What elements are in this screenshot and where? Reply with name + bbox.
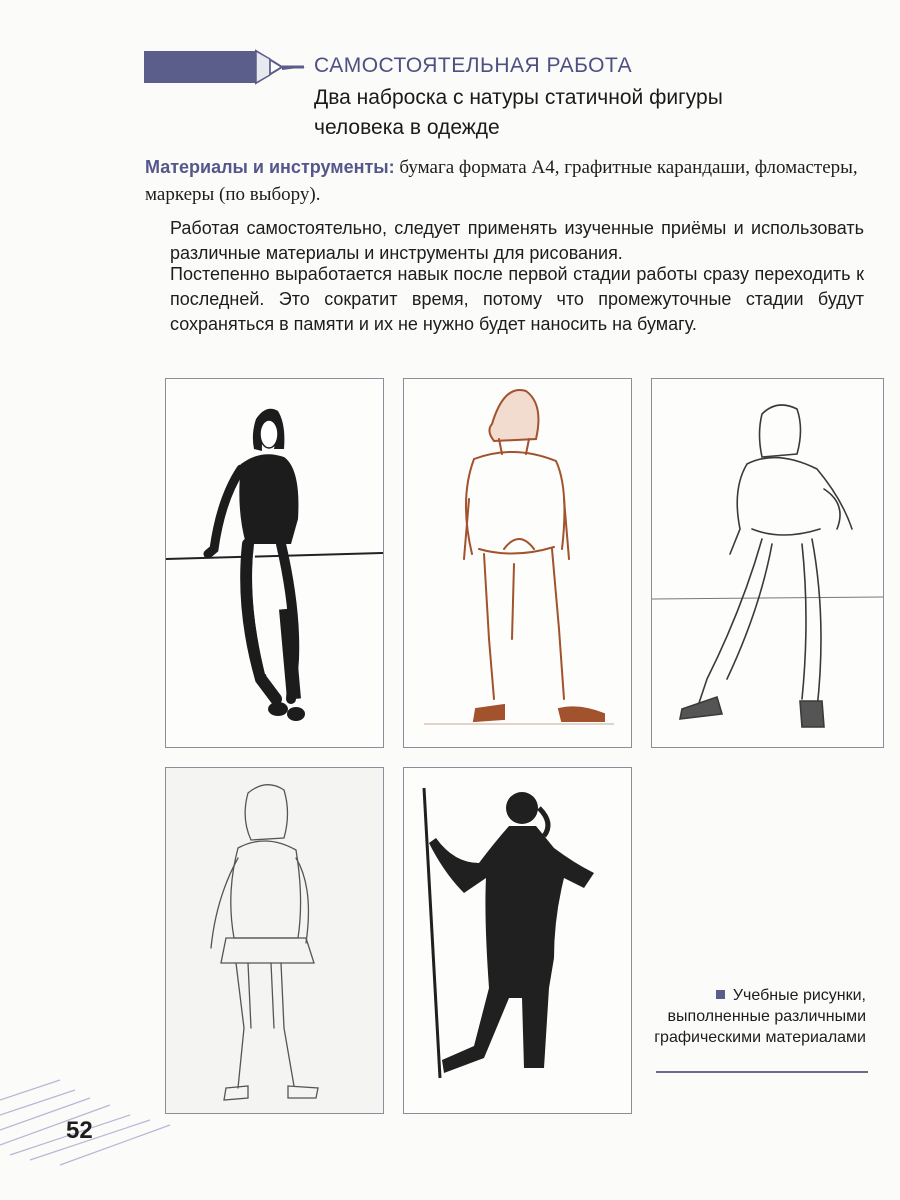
materials-label: Материалы и инструменты: [145, 157, 395, 177]
sketch-frame-silhouette-figure [403, 767, 632, 1114]
body-paragraph-1: Работая самостоятельно, следует применять изученные приёмы и использовать различные материалы и инструменты для рисования. [170, 218, 864, 263]
task-title-line-1: Два наброска с натуры статичной фигуры [314, 86, 723, 109]
marker-figure-drawing [166, 379, 383, 747]
sketch-frame-sanguine-figure [403, 378, 632, 748]
decorative-scribble-icon [0, 1060, 180, 1170]
caption-rule [656, 1071, 868, 1073]
pencil-icon [144, 48, 306, 86]
caption-square-icon [716, 990, 725, 999]
sketch-frame-pencil-girl-figure [165, 767, 384, 1114]
task-title-line-2: человека в одежде [314, 116, 500, 139]
caption-text: Учебные рисунки, выполненные различными графическими материалами [654, 987, 866, 1046]
materials-paragraph [145, 154, 865, 208]
sketch-frame-pencil-walking-figure [651, 378, 884, 748]
materials-text: бумага формата А4, графитные карандаши, фломастеры, маркеры (по выбору). [145, 157, 858, 205]
pencil-walking-figure-drawing [652, 379, 883, 747]
silhouette-figure-drawing [404, 768, 631, 1113]
figure-caption [640, 985, 866, 1048]
section-label: САМОСТОЯТЕЛЬНАЯ РАБОТА [314, 54, 633, 77]
page-number: 52 [66, 1117, 93, 1144]
body-paragraph-2: Постепенно выработается навык после первой стадии работы сразу переходить к последней. Это сократит время, потому что промежуточные стадии будут сохраняться в памяти и их не нужно будет наносить на бумагу. [170, 264, 864, 334]
pencil-girl-figure-drawing [166, 768, 383, 1113]
sanguine-figure-drawing [404, 379, 631, 747]
sketch-frame-marker-figure [165, 378, 384, 748]
